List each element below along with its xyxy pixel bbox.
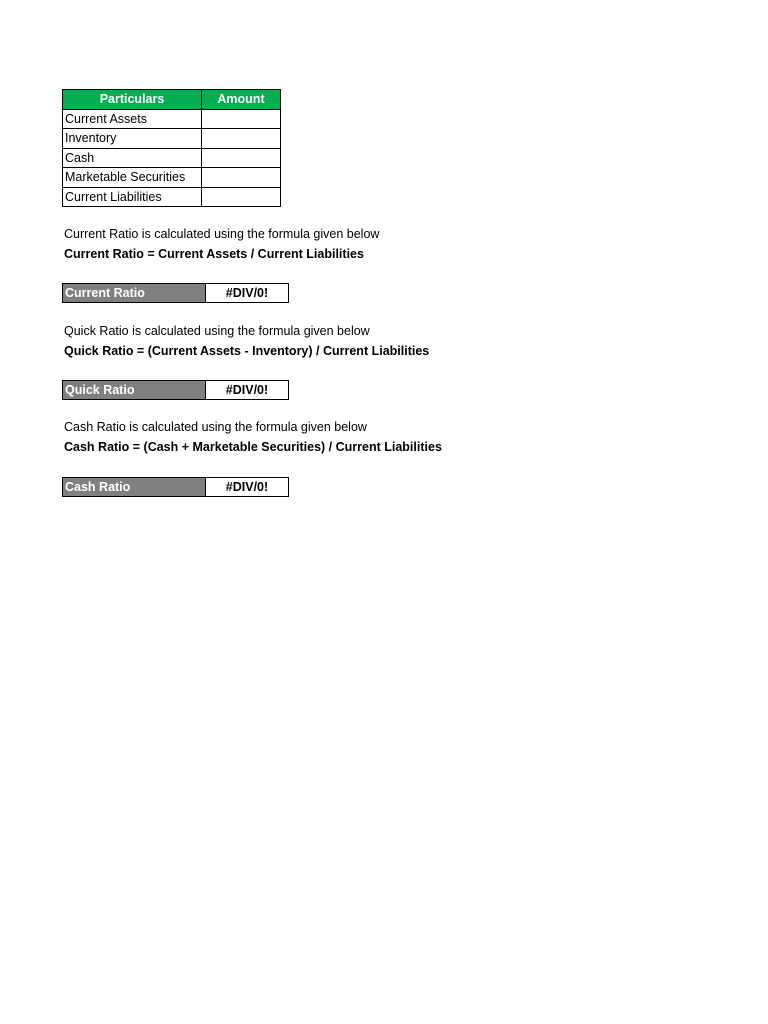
particular-marketable-securities: Marketable Securities: [63, 168, 202, 188]
current-ratio-result-row: [62, 283, 289, 303]
particular-current-liabilities: Current Liabilities: [63, 187, 202, 207]
amount-current-assets[interactable]: [202, 109, 281, 129]
current-ratio-intro: Current Ratio is calculated using the formula given below: [64, 227, 380, 241]
cash-ratio-intro: Cash Ratio is calculated using the formula given below: [64, 420, 367, 434]
current-ratio-formula: Current Ratio = Current Assets / Current Liabilities: [64, 246, 364, 261]
inputs-table: [62, 89, 281, 207]
current-ratio-label: Current Ratio: [63, 284, 206, 302]
table-row: [63, 109, 281, 129]
cash-ratio-result-row: [62, 477, 289, 497]
cash-ratio-formula-block: [64, 418, 442, 457]
amount-inventory[interactable]: [202, 129, 281, 149]
current-ratio-value[interactable]: #DIV/0!: [225, 286, 269, 300]
table-header-row: [63, 90, 281, 110]
table-row: [63, 148, 281, 168]
amount-cash[interactable]: [202, 148, 281, 168]
particular-current-assets: Current Assets: [63, 109, 202, 129]
header-particulars: Particulars: [63, 90, 202, 110]
current-ratio-formula-block: [64, 225, 379, 264]
table-row: [63, 168, 281, 188]
particular-inventory: Inventory: [63, 129, 202, 149]
cash-ratio-formula: Cash Ratio = (Cash + Marketable Securities) / Current Liabilities: [64, 439, 442, 454]
quick-ratio-formula-block: [64, 322, 429, 361]
table-row: [63, 129, 281, 149]
table-row: [63, 187, 281, 207]
quick-ratio-intro: Quick Ratio is calculated using the formula given below: [64, 324, 370, 338]
quick-ratio-result-row: [62, 380, 289, 400]
amount-marketable-securities[interactable]: [202, 168, 281, 188]
cash-ratio-value[interactable]: #DIV/0!: [225, 480, 269, 494]
quick-ratio-formula: Quick Ratio = (Current Assets - Inventory) / Current Liabilities: [64, 343, 430, 358]
amount-current-liabilities[interactable]: [202, 187, 281, 207]
cash-ratio-label: Cash Ratio: [63, 478, 206, 496]
header-amount: Amount: [202, 90, 281, 110]
quick-ratio-value[interactable]: #DIV/0!: [225, 383, 269, 397]
quick-ratio-label: Quick Ratio: [63, 381, 206, 399]
particular-cash: Cash: [63, 148, 202, 168]
